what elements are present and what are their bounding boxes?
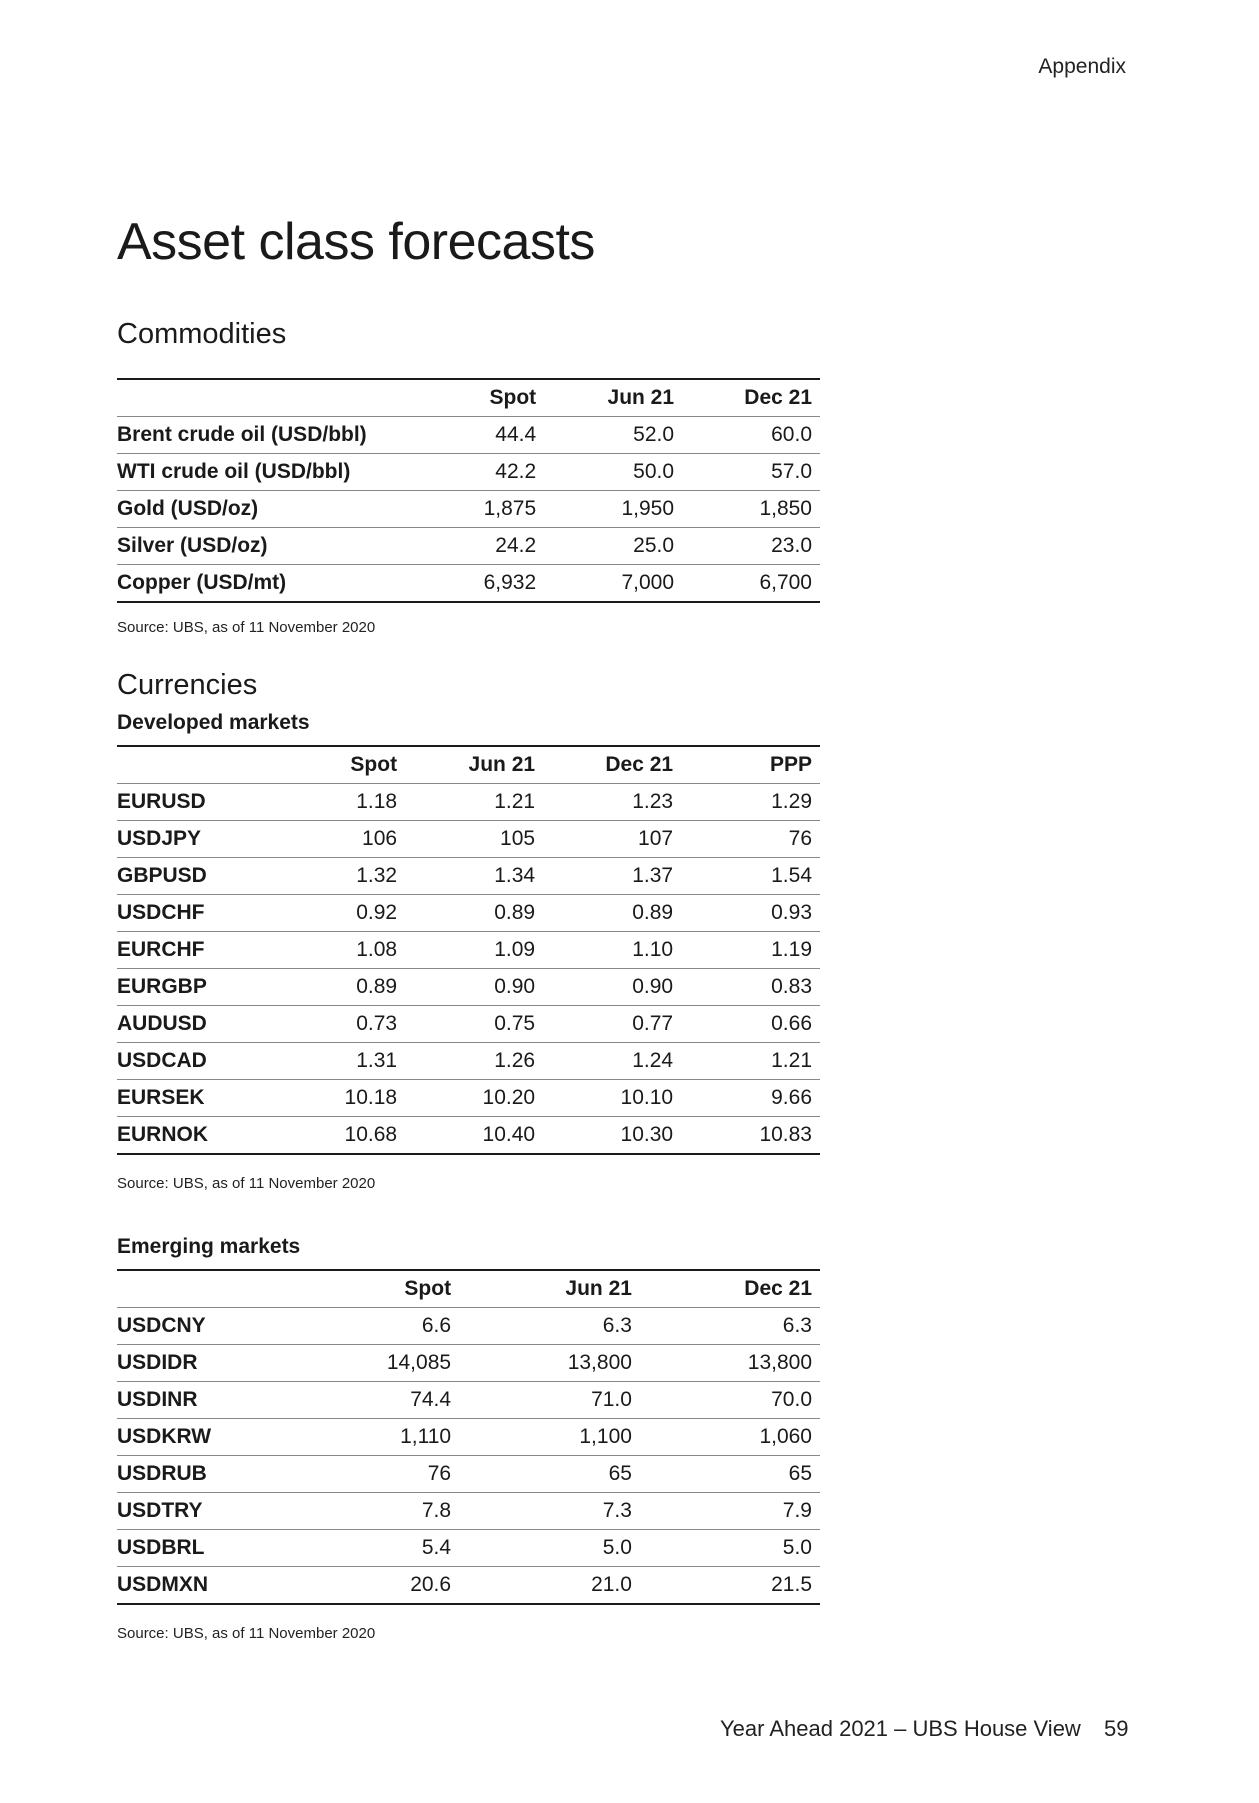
table-cell: 0.90 [543, 969, 681, 1006]
table-cell: 5.0 [459, 1530, 640, 1567]
table-cell: 10.83 [681, 1117, 820, 1155]
row-label: EURUSD [117, 784, 267, 821]
table-cell: 6.3 [640, 1308, 820, 1345]
table-row [117, 1456, 820, 1493]
column-header [117, 379, 406, 417]
row-label: USDCHF [117, 895, 267, 932]
table-cell: 10.20 [405, 1080, 543, 1117]
table-cell: 1.37 [543, 858, 681, 895]
table-cell: 23.0 [682, 528, 820, 565]
table-row [117, 417, 820, 454]
table-header-row [117, 746, 820, 784]
table-cell: 76 [278, 1456, 459, 1493]
table-cell: 0.89 [543, 895, 681, 932]
table-cell: 1.18 [267, 784, 405, 821]
table-cell: 13,800 [459, 1345, 640, 1382]
table-cell: 5.0 [640, 1530, 820, 1567]
developed-markets-table [117, 745, 820, 1155]
table-cell: 14,085 [278, 1345, 459, 1382]
column-header: Dec 21 [744, 1277, 812, 1300]
row-label: EURCHF [117, 932, 267, 969]
table-cell: 76 [681, 821, 820, 858]
table-cell: 1,060 [640, 1419, 820, 1456]
column-header: Jun 21 [565, 1277, 632, 1300]
table-row [117, 1345, 820, 1382]
table-cell: 1.29 [681, 784, 820, 821]
column-header: Dec 21 [605, 753, 674, 776]
table-row [117, 528, 820, 565]
row-label: USDTRY [117, 1493, 278, 1530]
table-cell: 105 [405, 821, 543, 858]
row-label: EURSEK [117, 1080, 267, 1117]
table-cell: 65 [640, 1456, 820, 1493]
table-row [117, 1117, 820, 1155]
column-header: Spot [404, 1277, 452, 1300]
table-cell: 6.3 [459, 1308, 640, 1345]
row-label: Silver (USD/oz) [117, 528, 406, 565]
table-cell: 1,110 [278, 1419, 459, 1456]
table-cell: 7.3 [459, 1493, 640, 1530]
table-cell: 52.0 [544, 417, 682, 454]
table-cell: 1.19 [681, 932, 820, 969]
footer-text: Year Ahead 2021 – UBS House View [720, 1716, 1081, 1741]
table-cell: 0.73 [267, 1006, 405, 1043]
developed-markets-heading: Developed markets [117, 711, 310, 734]
row-label: USDCAD [117, 1043, 267, 1080]
table-cell: 1,875 [406, 491, 544, 528]
row-label: USDMXN [117, 1567, 278, 1605]
row-label: USDKRW [117, 1419, 278, 1456]
emerging-markets-heading: Emerging markets [117, 1235, 301, 1258]
table-cell: 10.10 [543, 1080, 681, 1117]
table-row [117, 1308, 820, 1345]
row-label: EURGBP [117, 969, 267, 1006]
column-header: Jun 21 [607, 386, 675, 409]
table-cell: 1.21 [681, 1043, 820, 1080]
table-cell: 1.54 [681, 858, 820, 895]
column-header: Dec 21 [744, 386, 812, 409]
table-cell: 70.0 [640, 1382, 820, 1419]
table-row [117, 1080, 820, 1117]
column-header: PPP [769, 753, 812, 776]
table-row [117, 895, 820, 932]
table-row [117, 858, 820, 895]
row-label: USDIDR [117, 1345, 278, 1382]
table-cell: 71.0 [459, 1382, 640, 1419]
emerging-markets-source: Source: UBS, as of 11 November 2020 [117, 1625, 376, 1642]
column-header: Spot [350, 753, 398, 776]
table-cell: 0.89 [405, 895, 543, 932]
table-cell: 6,932 [406, 565, 544, 603]
table-cell: 1.09 [405, 932, 543, 969]
table-row [117, 1043, 820, 1080]
section-label: Appendix [1038, 55, 1126, 78]
column-header [117, 746, 267, 784]
table-row [117, 1419, 820, 1456]
table-cell: 1.23 [543, 784, 681, 821]
table-row [117, 784, 820, 821]
row-label: EURNOK [117, 1117, 267, 1155]
table-cell: 44.4 [406, 417, 544, 454]
table-cell: 1.34 [405, 858, 543, 895]
table-header-row [117, 1270, 820, 1308]
table-cell: 13,800 [640, 1345, 820, 1382]
table-cell: 1.24 [543, 1043, 681, 1080]
commodities-heading: Commodities [117, 318, 287, 350]
table-row [117, 1567, 820, 1605]
table-cell: 65 [459, 1456, 640, 1493]
row-label: GBPUSD [117, 858, 267, 895]
row-label: USDINR [117, 1382, 278, 1419]
table-row [117, 1006, 820, 1043]
table-row [117, 1493, 820, 1530]
table-cell: 42.2 [406, 454, 544, 491]
table-cell: 1.08 [267, 932, 405, 969]
table-row [117, 821, 820, 858]
table-cell: 1.31 [267, 1043, 405, 1080]
table-row [117, 454, 820, 491]
table-cell: 0.83 [681, 969, 820, 1006]
column-header [117, 1270, 278, 1308]
row-label: Brent crude oil (USD/bbl) [117, 417, 406, 454]
row-label: USDBRL [117, 1530, 278, 1567]
row-label: USDRUB [117, 1456, 278, 1493]
table-row [117, 491, 820, 528]
table-cell: 7,000 [544, 565, 682, 603]
page-title: Asset class forecasts [117, 213, 595, 271]
currencies-heading: Currencies [117, 669, 258, 701]
table-row [117, 565, 820, 603]
row-label: USDJPY [117, 821, 267, 858]
table-cell: 1,850 [682, 491, 820, 528]
developed-markets-source: Source: UBS, as of 11 November 2020 [117, 1175, 376, 1192]
table-cell: 7.9 [640, 1493, 820, 1530]
table-cell: 10.30 [543, 1117, 681, 1155]
emerging-markets-table [117, 1269, 820, 1605]
table-cell: 50.0 [544, 454, 682, 491]
table-cell: 0.75 [405, 1006, 543, 1043]
row-label: USDCNY [117, 1308, 278, 1345]
commodities-source: Source: UBS, as of 11 November 2020 [117, 619, 376, 636]
page-number: 59 [1104, 1716, 1129, 1741]
table-cell: 0.77 [543, 1006, 681, 1043]
row-label: AUDUSD [117, 1006, 267, 1043]
table-cell: 9.66 [681, 1080, 820, 1117]
table-cell: 7.8 [278, 1493, 459, 1530]
table-row [117, 969, 820, 1006]
table-cell: 1.32 [267, 858, 405, 895]
table-cell: 10.68 [267, 1117, 405, 1155]
table-cell: 60.0 [682, 417, 820, 454]
table-row [117, 1382, 820, 1419]
table-cell: 107 [543, 821, 681, 858]
table-cell: 6.6 [278, 1308, 459, 1345]
table-cell: 0.90 [405, 969, 543, 1006]
table-cell: 1.26 [405, 1043, 543, 1080]
table-cell: 0.92 [267, 895, 405, 932]
table-cell: 20.6 [278, 1567, 459, 1605]
table-cell: 21.0 [459, 1567, 640, 1605]
table-cell: 24.2 [406, 528, 544, 565]
table-cell: 0.89 [267, 969, 405, 1006]
column-header: Spot [489, 386, 537, 409]
table-header-row [117, 379, 820, 417]
table-row [117, 1530, 820, 1567]
table-cell: 0.66 [681, 1006, 820, 1043]
table-cell: 21.5 [640, 1567, 820, 1605]
row-label: Gold (USD/oz) [117, 491, 406, 528]
table-cell: 5.4 [278, 1530, 459, 1567]
commodities-table [117, 378, 820, 603]
table-cell: 0.93 [681, 895, 820, 932]
row-label: WTI crude oil (USD/bbl) [117, 454, 406, 491]
table-cell: 57.0 [682, 454, 820, 491]
table-cell: 1,100 [459, 1419, 640, 1456]
table-cell: 10.40 [405, 1117, 543, 1155]
column-header: Jun 21 [468, 753, 536, 776]
table-cell: 1.21 [405, 784, 543, 821]
table-cell: 1,950 [544, 491, 682, 528]
table-cell: 1.10 [543, 932, 681, 969]
table-cell: 25.0 [544, 528, 682, 565]
table-cell: 6,700 [682, 565, 820, 603]
table-cell: 10.18 [267, 1080, 405, 1117]
table-cell: 106 [267, 821, 405, 858]
table-cell: 74.4 [278, 1382, 459, 1419]
table-row [117, 932, 820, 969]
row-label: Copper (USD/mt) [117, 565, 406, 603]
